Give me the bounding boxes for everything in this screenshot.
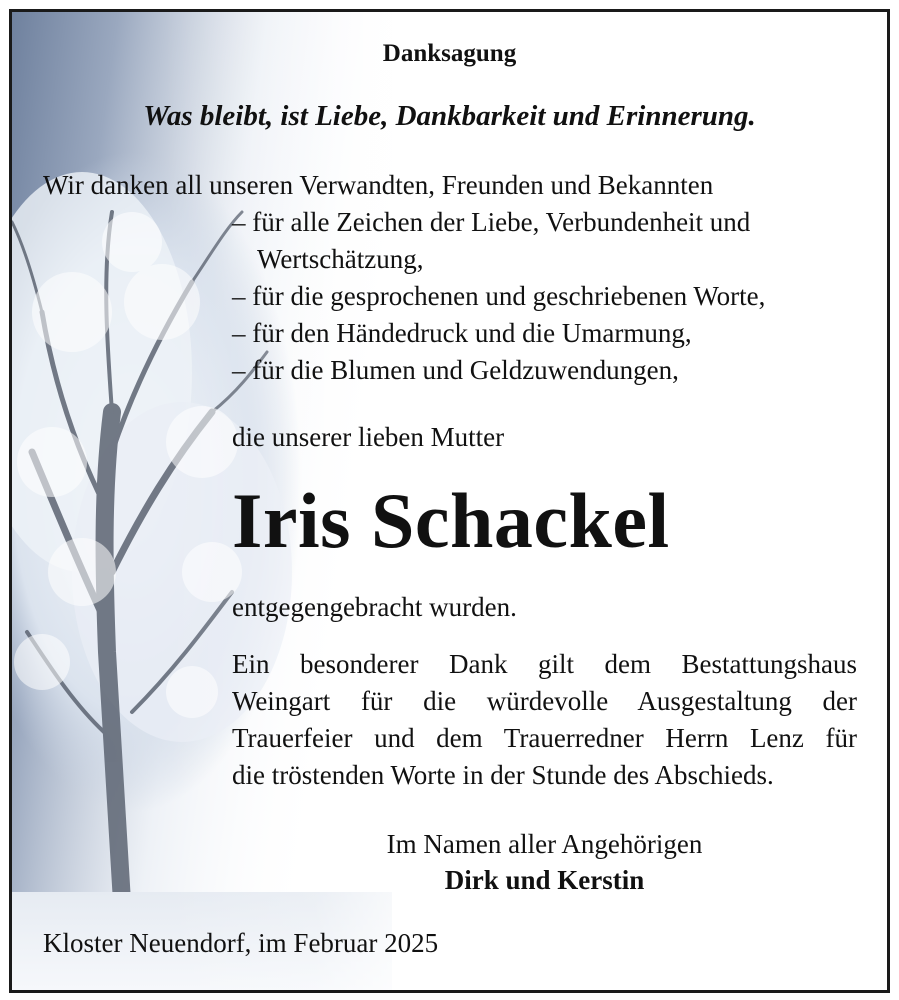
intro-text: Wir danken all unseren Verwandten, Freunden und Bekannten	[43, 170, 714, 200]
paragraph-line: Trauerfeier und dem Trauerredner Herrn Lenz für	[232, 723, 857, 753]
bullet-item: – für die Blumen und Geldzuwendungen,	[232, 355, 679, 385]
relation-text: die unserer lieben Mutter	[232, 422, 505, 452]
deceased-name: Iris Schackel	[232, 477, 670, 564]
signature-intro: Im Namen aller Angehörigen	[386, 829, 703, 859]
bullet-item-continuation: Wertschätzung,	[257, 244, 424, 274]
heading: Danksagung	[382, 40, 517, 67]
bullet-item: – für den Händedruck und die Umarmung,	[232, 318, 692, 348]
signature-names: Dirk und Kerstin	[444, 865, 645, 895]
bullet-item: – für die gesprochenen und geschriebenen Worte,	[232, 281, 766, 311]
motto: Was bleibt, ist Liebe, Dankbarkeit und Erinnerung.	[143, 100, 756, 132]
obituary-card	[9, 9, 890, 993]
place-and-date: Kloster Neuendorf, im Februar 2025	[43, 928, 439, 958]
paragraph-line: Ein besonderer Dank gilt dem Bestattungshaus	[232, 649, 857, 679]
special-thanks-paragraph	[232, 646, 857, 794]
paragraph-line: die tröstenden Worte in der Stunde des Abschieds.	[232, 760, 774, 790]
paragraph-line: Weingart für die würdevolle Ausgestaltung der	[232, 686, 857, 716]
bullet-item: – für alle Zeichen der Liebe, Verbundenheit und	[232, 207, 751, 237]
received-text: entgegengebracht wurden.	[232, 592, 517, 622]
